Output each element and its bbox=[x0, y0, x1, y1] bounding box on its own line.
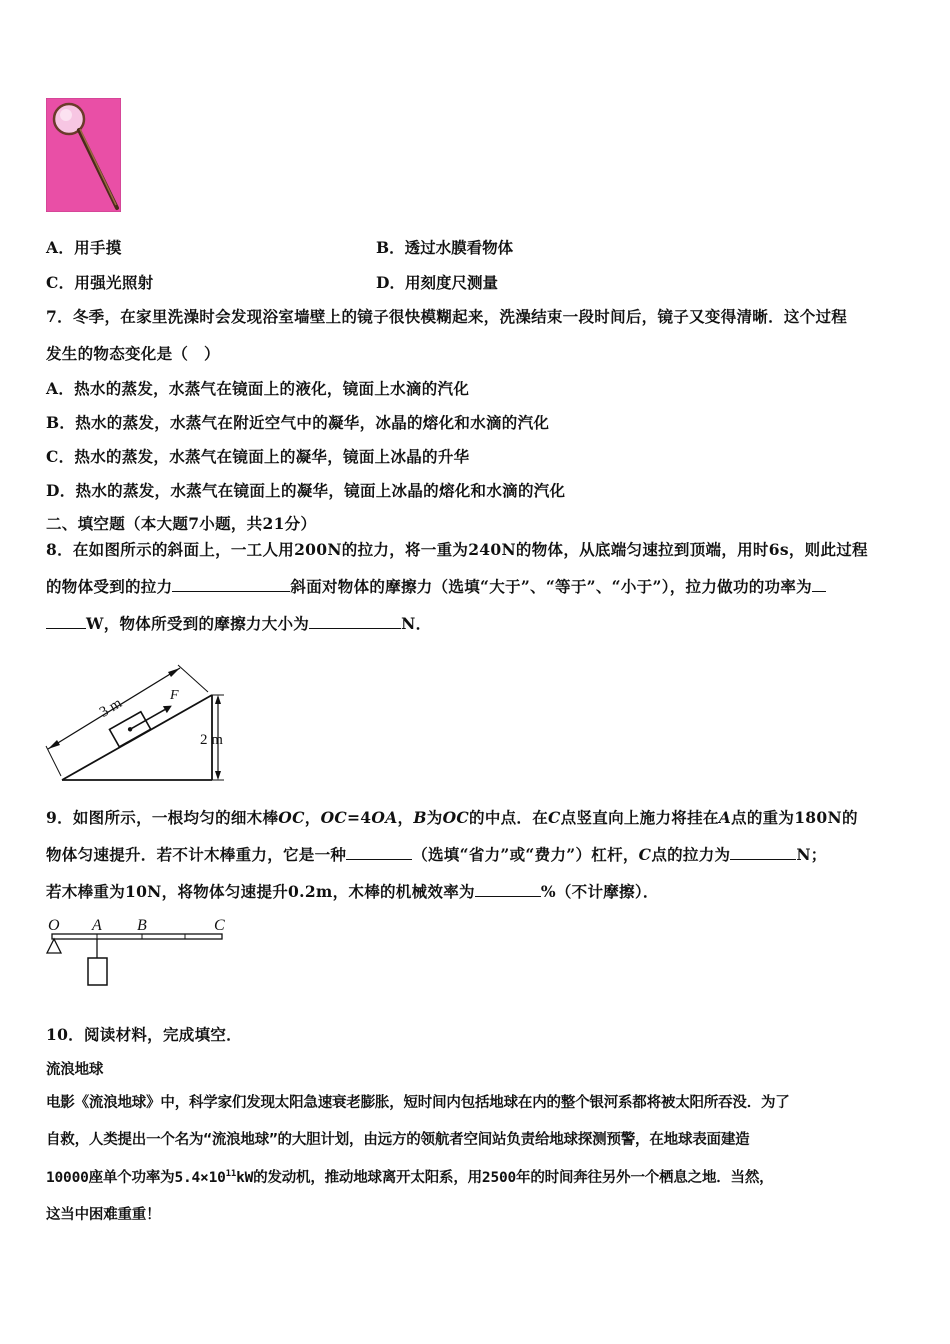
point-b-label: B bbox=[137, 917, 147, 934]
answer-blank[interactable] bbox=[309, 614, 401, 629]
q9-var-b: B bbox=[413, 808, 427, 827]
section-title: 二、填空题（本大题7小题，共21分） bbox=[46, 514, 317, 533]
q8-line3-b: N． bbox=[401, 614, 432, 633]
magnifying-glass-icon bbox=[46, 98, 121, 212]
height-label: 2 m bbox=[200, 732, 223, 748]
q8-line2-b: 斜面对物体的摩擦力（选填“大于”、“等于”、“小于”），拉力做功的功率为 bbox=[290, 577, 812, 596]
q6-option-c: C．用强光照射 bbox=[46, 273, 154, 292]
answer-blank[interactable] bbox=[46, 614, 86, 629]
q7-option-c: C．热水的蒸发，水蒸气在镜面上的凝华，镜面上冰晶的升华 bbox=[46, 447, 470, 466]
q9-line2 bbox=[46, 843, 827, 865]
answer-blank[interactable] bbox=[812, 577, 826, 592]
q9-text: 点竖直向上施力将挂在 bbox=[560, 808, 719, 827]
answer-blank[interactable] bbox=[172, 577, 290, 592]
slope-label: 3 m bbox=[96, 695, 125, 721]
passage-line3 bbox=[46, 1166, 773, 1187]
rod bbox=[52, 934, 222, 939]
q7-option-b: B．热水的蒸发，水蒸气在附近空气中的凝华，冰晶的熔化和水滴的汽化 bbox=[46, 413, 550, 432]
q6-option-b: B．透过水膜看物体 bbox=[376, 238, 514, 257]
q9-var-c: C bbox=[548, 808, 561, 827]
q8-line2-a: 的物体受到的拉力 bbox=[46, 577, 173, 596]
pivot bbox=[47, 939, 61, 953]
q9-text: 物体匀速提升．若不计木棒重力，它是一种 bbox=[46, 845, 347, 864]
q9-var-oc: OC bbox=[320, 808, 348, 827]
answer-blank[interactable] bbox=[346, 845, 412, 860]
force-label: F bbox=[170, 688, 179, 703]
answer-blank[interactable] bbox=[730, 845, 796, 860]
q9-text: 若木棒重为10N，将物体匀速提升0.2m，木棒的机械效率为 bbox=[46, 882, 475, 901]
q9-var-oc: OC bbox=[278, 808, 305, 827]
q9-text: 9．如图所示，一根均匀的细木棒 bbox=[46, 808, 279, 827]
q9-var-oc: OC bbox=[442, 808, 470, 827]
q9-text: ， bbox=[397, 808, 414, 827]
q9-text: %（不计摩擦）． bbox=[540, 882, 659, 901]
q9-text: ， bbox=[304, 808, 321, 827]
q8-line3-a: W，物体所受到的摩擦力大小为 bbox=[86, 614, 310, 633]
point-o-label: O bbox=[48, 917, 60, 934]
passage-text: kW的发动机，推动地球离开太阳系，用2500年的时间奔往另外一个栖息之地．当然， bbox=[236, 1170, 774, 1186]
lever-diagram bbox=[42, 913, 232, 995]
exponent: 11 bbox=[225, 1169, 237, 1180]
q9-var-a: A bbox=[718, 808, 732, 827]
q9-line3 bbox=[46, 880, 659, 902]
q6-option-d: D．用刻度尺测量 bbox=[376, 273, 498, 292]
q7-option-a: A．热水的蒸发，水蒸气在镜面上的液化，镜面上水滴的汽化 bbox=[46, 379, 470, 398]
q9-text: 的中点．在 bbox=[469, 808, 549, 827]
q9-text: 点的拉力为 bbox=[651, 845, 731, 864]
q9-var-c: C bbox=[638, 845, 652, 864]
q8-line3 bbox=[46, 612, 431, 634]
passage-title: 流浪地球 bbox=[46, 1062, 104, 1078]
q9-text: 为 bbox=[426, 808, 443, 827]
q9-text: 点的重为180N的 bbox=[731, 808, 858, 827]
hanging-weight bbox=[88, 958, 107, 985]
passage-text: 10000座单个功率为5.4×10 bbox=[46, 1170, 226, 1186]
q9-text: （选填“省力”或“费力”）杠杆， bbox=[412, 845, 639, 864]
q9-var-oa: OA bbox=[371, 808, 398, 827]
point-c-label: C bbox=[214, 917, 225, 934]
point-a-label: A bbox=[92, 917, 102, 934]
incline-diagram bbox=[40, 655, 240, 790]
q7-stem-line2: 发生的物态变化是（ ） bbox=[46, 344, 220, 363]
q9-line1 bbox=[46, 806, 858, 828]
q8-line1: 8．在如图所示的斜面上，一工人用200N的拉力，将一重为240N的物体，从底端匀速拉到顶端，用时6s，则此过程 bbox=[46, 540, 868, 559]
passage-line4: 这当中困难重重！ bbox=[46, 1207, 161, 1223]
q10-title: 10．阅读材料，完成填空． bbox=[46, 1025, 242, 1044]
q9-text: =4 bbox=[347, 808, 372, 827]
answer-blank[interactable] bbox=[475, 882, 541, 897]
q9-text: N； bbox=[796, 845, 827, 864]
q6-option-a: A．用手摸 bbox=[46, 238, 122, 257]
q7-option-d: D．热水的蒸发，水蒸气在镜面上的凝华，镜面上冰晶的熔化和水滴的汽化 bbox=[46, 481, 566, 500]
passage-line1: 电影《流浪地球》中，科学家们发现太阳急速衰老膨胀，短时间内包括地球在内的整个银河系都将被太阳所吞没．为了 bbox=[46, 1095, 790, 1111]
q7-stem-line1: 7．冬季，在家里洗澡时会发现浴室墙壁上的镜子很快模糊起来，洗澡结束一段时间后，镜子又变得清晰．这个过程 bbox=[46, 307, 848, 326]
q8-line2 bbox=[46, 575, 826, 597]
passage-line2: 自救，人类提出一个名为“流浪地球”的大胆计划，由远方的领航者空间站负责给地球探测预警，在地球表面建造 bbox=[46, 1132, 750, 1148]
magnifier-image bbox=[46, 98, 121, 212]
